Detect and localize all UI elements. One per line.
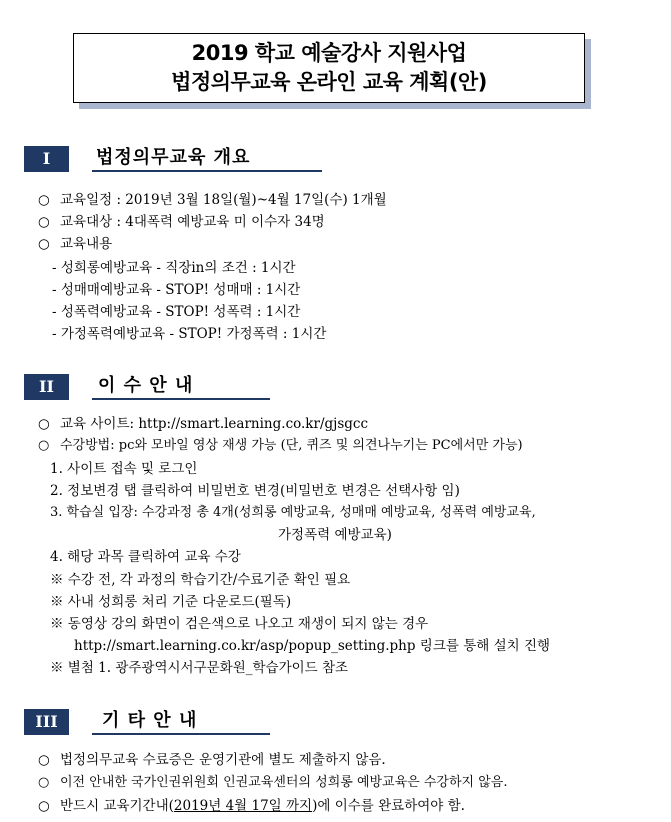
section-2-step: 4. 해당 과목 클릭하여 교육 수강: [50, 549, 241, 565]
deadline-text: 2019년 4월 17일 까지: [173, 798, 313, 814]
section-3-item: ○ 반드시 교육기간내(2019년 4월 17일 까지)에 이수를 완료하여야 함.: [38, 798, 465, 814]
section-2-note-link[interactable]: http://smart.learning.co.kr/asp/popup_setting.php 링크를 통해 설치 진행: [74, 638, 551, 654]
section-2-note: ※ 동영상 강의 화면이 검은색으로 나오고 재생이 되지 않는 경우: [50, 616, 429, 632]
section-3-item: ○ 법정의무교육 수료증은 운영기관에 별도 제출하지 않음.: [38, 752, 386, 768]
section-2-step: 1. 사이트 접속 및 로그인: [50, 461, 198, 477]
section-1-item: ○ 교육일정 : 2019년 3월 18일(월)~4월 17일(수) 1개월: [38, 192, 387, 208]
section-3-item: ○ 이전 안내한 국가인권위원회 인권교육센터의 성희롱 예방교육은 수강하지 않음.: [38, 775, 508, 790]
title-box: [73, 33, 585, 103]
section-2-note: ※ 수강 전, 각 과정의 학습기간/수료기준 확인 필요: [50, 572, 351, 588]
section-2-number: II: [24, 374, 69, 400]
section-2-step-cont: 가정폭력 예방교육): [278, 527, 392, 543]
section-1-item: ○ 교육대상 : 4대폭력 예방교육 미 이수자 34명: [38, 214, 325, 230]
section-1-subitem: - 성폭력예방교육 - STOP! 성폭력 : 1시간: [52, 304, 301, 320]
section-1-title: 법정의무교육 개요: [92, 146, 322, 172]
section-1-item: ○ 교육내용: [38, 236, 113, 252]
section-2-note: ※ 사내 성희롱 처리 기준 다운로드(필독): [50, 594, 292, 610]
section-1-subitem: - 가정폭력예방교육 - STOP! 가정폭력 : 1시간: [52, 326, 327, 342]
section-2-site: ○ 교육 사이트: http://smart.learning.co.kr/gjsgcc: [38, 416, 369, 432]
title-line-1: 2019 학교 예술강사 지원사업: [191, 41, 467, 65]
section-1-subitem: - 성희롱예방교육 - 직장in의 조건 : 1시간: [52, 260, 296, 276]
section-2-note: ※ 별첨 1. 광주광역시서구문화원_학습가이드 참조: [50, 660, 349, 676]
title-line-2: 법정의무교육 온라인 교육 계획(안): [171, 70, 487, 94]
section-3-number: III: [24, 709, 69, 735]
section-1-subitem: - 성매매예방교육 - STOP! 성매매 : 1시간: [52, 282, 301, 298]
title-frame: [73, 33, 585, 103]
section-2-title: 이 수 안 내: [92, 374, 270, 400]
section-3-title: 기 타 안 내: [92, 709, 270, 735]
section-1-number: I: [24, 146, 69, 172]
section-2-step: 3. 학습실 입장: 수강과정 총 4개(성희롱 예방교육, 성매매 예방교육, 성폭력 예방교육,: [50, 505, 536, 520]
section-2-step: 2. 정보변경 탭 클릭하여 비밀번호 변경(비밀번호 변경은 선택사항 임): [50, 483, 460, 499]
section-2-method: ○ 수강방법: pc와 모바일 영상 재생 가능 (단, 퀴즈 및 의견나누기는 PC에서만 가능): [38, 438, 523, 453]
